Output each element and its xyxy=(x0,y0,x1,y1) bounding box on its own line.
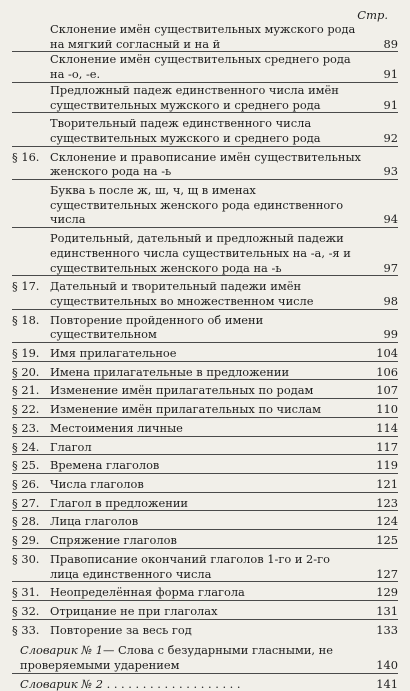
toc-entry xyxy=(12,150,398,180)
page-number: 107 xyxy=(376,383,398,398)
toc-entry xyxy=(12,477,398,493)
page-number: 93 xyxy=(383,164,398,179)
toc-entry xyxy=(12,421,398,437)
page-number: 125 xyxy=(376,533,398,548)
entry-title: Родительный, дательный и предложный падежи единственного числа существительных на -а, -я и существительных женского рода на -ь xyxy=(50,231,351,275)
page-number: 89 xyxy=(383,36,398,51)
section-number: § 16. xyxy=(12,149,40,164)
section-number: § 20. xyxy=(12,364,40,379)
page-number: 92 xyxy=(383,130,398,145)
section-number: § 28. xyxy=(12,514,40,529)
page-number: 106 xyxy=(376,364,398,379)
entry-title: Склонение имён существительных среднего рода на -о, -е. xyxy=(50,52,351,82)
dictionary-description: — Слова с безударными гласными, не проверяемыми ударением xyxy=(20,643,333,673)
toc-entry xyxy=(12,83,398,113)
entry-title: Имя прилагательное xyxy=(50,346,177,361)
toc-entry xyxy=(12,346,398,362)
entry-title: Глагол в предложении xyxy=(50,495,189,510)
page-number: 94 xyxy=(383,212,398,227)
section-number: § 18. xyxy=(12,312,40,327)
section-number: § 33. xyxy=(12,622,40,637)
entry-title: Творительный падеж единственного числа существительных мужского и среднего рода xyxy=(50,116,321,145)
page-number: 114 xyxy=(376,420,398,435)
entry-title: Отрицание не при глаголах xyxy=(50,603,218,618)
entry-title: Склонение и правописание имён существительных женского рода на -ь xyxy=(50,149,361,179)
toc-entry xyxy=(12,585,398,601)
section-number: § 31. xyxy=(12,585,40,600)
section-number: § 21. xyxy=(12,383,40,398)
entry-title: Предложный падеж единственного числа имён существительных мужского и среднего рода xyxy=(50,82,339,112)
toc-entry xyxy=(12,458,398,474)
section-number: § 29. xyxy=(12,533,40,548)
page-number: 140 xyxy=(376,658,398,673)
entry-title: Склонение имён существительных мужского рода на мягкий согласный и на й xyxy=(50,22,356,51)
entry-title: Числа глаголов xyxy=(50,476,144,491)
page-number: 97 xyxy=(383,260,398,275)
toc-entry xyxy=(12,313,398,343)
page-number: 104 xyxy=(376,346,398,361)
section-number: § 25. xyxy=(12,458,40,473)
section-number: § 17. xyxy=(12,279,40,294)
page-number: 110 xyxy=(376,402,398,417)
section-number: § 23. xyxy=(12,420,40,435)
toc-entry xyxy=(12,22,398,52)
toc-entry xyxy=(12,623,398,638)
entry-title: Буква ь после ж, ш, ч, щ в именах существительных женского рода единственного числа xyxy=(50,183,344,227)
page-number: 117 xyxy=(376,439,398,454)
toc-entry xyxy=(12,383,398,399)
dictionary-entry xyxy=(12,677,398,691)
section-number: § 32. xyxy=(12,603,40,618)
entry-title: Спряжение глаголов xyxy=(50,533,177,548)
entry-title: Неопределённая форма глагола xyxy=(50,585,245,600)
page-column-header: Стр. xyxy=(357,8,388,22)
page-number: 91 xyxy=(383,67,398,82)
section-number: § 22. xyxy=(12,402,40,417)
entry-title: Глагол xyxy=(50,439,92,454)
page-number: 99 xyxy=(383,327,398,342)
dictionary-leader-dots: . . . . . . . . . . . . . . . . . . . xyxy=(106,676,241,691)
toc-entry xyxy=(12,183,398,228)
section-number: § 30. xyxy=(12,551,40,566)
toc-entry xyxy=(12,514,398,530)
toc-entry xyxy=(12,552,398,582)
table-of-contents xyxy=(12,22,398,691)
dictionary-label: Словарик № 2 xyxy=(20,676,103,691)
entry-title: Имена прилагательные в предложении xyxy=(50,364,290,379)
toc-entry xyxy=(12,365,398,381)
toc-entry xyxy=(12,533,398,549)
page-number: 131 xyxy=(376,603,398,618)
page-number: 98 xyxy=(383,293,398,308)
page-number: 91 xyxy=(383,97,398,112)
page-number: 119 xyxy=(376,458,398,473)
toc-entry xyxy=(12,496,398,512)
dictionary-label: Словарик № 1 xyxy=(20,643,103,658)
page-number: 127 xyxy=(376,566,398,581)
entry-title: Местоимения личные xyxy=(50,420,183,435)
section-number: § 19. xyxy=(12,346,40,361)
toc-entry xyxy=(12,116,398,146)
section-number: § 24. xyxy=(12,439,40,454)
entry-title: Повторение пройденного об имени существительном xyxy=(50,312,264,342)
toc-entry xyxy=(12,52,398,82)
page-number: 133 xyxy=(376,622,398,637)
toc-entry xyxy=(12,440,398,456)
entry-title: Правописание окончаний глаголов 1-го и 2-го лица единственного числа xyxy=(50,551,330,581)
toc-entry xyxy=(12,402,398,418)
page-number: 141 xyxy=(376,676,398,691)
entry-title: Изменение имён прилагательных по числам xyxy=(50,402,321,417)
section-number: § 26. xyxy=(12,476,40,491)
toc-entry xyxy=(12,279,398,309)
page-number: 121 xyxy=(376,476,398,491)
section-number: § 27. xyxy=(12,495,40,510)
page-number: 129 xyxy=(376,585,398,600)
entry-title: Повторение за весь год xyxy=(50,622,192,637)
toc-entry xyxy=(12,604,398,620)
page-number: 124 xyxy=(376,514,398,529)
entry-title: Времена глаголов xyxy=(50,458,160,473)
page-number: 123 xyxy=(376,495,398,510)
entry-title: Лица глаголов xyxy=(50,514,139,529)
entry-title: Изменение имён прилагательных по родам xyxy=(50,383,314,398)
entry-title: Дательный и творительный падежи имён существительных во множественном числе xyxy=(50,279,314,308)
toc-entry xyxy=(12,231,398,276)
